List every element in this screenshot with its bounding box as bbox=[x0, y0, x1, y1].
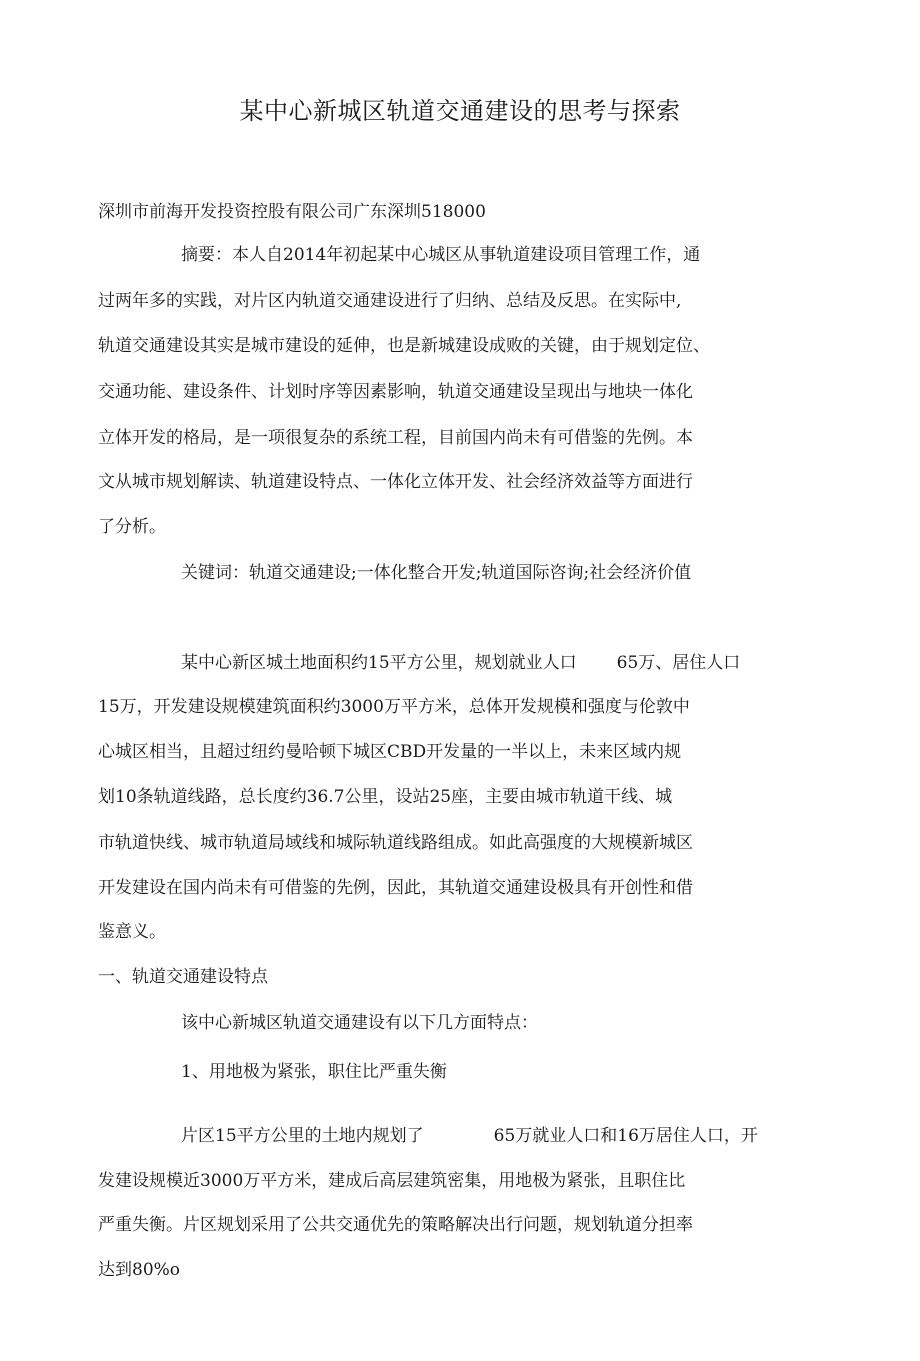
intro-line: 鉴意义。 bbox=[98, 922, 166, 942]
affiliation: 深圳市前海开发投资控股有限公司广东深圳518000 bbox=[98, 202, 486, 222]
abstract-line: 轨道交通建设其实是城市建设的延伸，也是新城建设成败的关键，由于规划定位、 bbox=[98, 336, 710, 356]
intro-line: 开发建设在国内尚未有可借鉴的先例，因此，其轨道交通建设极具有开创性和借 bbox=[98, 878, 693, 898]
paragraph-text-b: 65万就业人口和16万居住人口，开 bbox=[493, 1126, 758, 1146]
paragraph-line: 达到80%o bbox=[98, 1260, 181, 1280]
abstract-line: 文从城市规划解读、轨道建设特点、一体化立体开发、社会经济效益等方面进行 bbox=[98, 472, 693, 492]
abstract-line: 立体开发的格局，是一项很复杂的系统工程，目前国内尚未有可借鉴的先例。本 bbox=[98, 428, 693, 448]
section-heading: 一、轨道交通建设特点 bbox=[98, 967, 268, 987]
intro-line: 心城区相当，且超过纽约曼哈顿下城区CBD开发量的一半以上，未来区域内规 bbox=[98, 742, 682, 762]
paragraph-line: 严重失衡。片区规划采用了公共交通优先的策略解决出行问题，规划轨道分担率 bbox=[98, 1215, 693, 1235]
section-lead: 该中心新城区轨道交通建设有以下几方面特点： bbox=[181, 1013, 538, 1033]
intro-line: 市轨道快线、城市轨道局域线和城际轨道线路组成。如此高强度的大规模新城区 bbox=[98, 833, 693, 853]
paragraph-text-a: 片区15平方公里的土地内规划了 bbox=[181, 1126, 424, 1146]
intro-text-b: 65万、居住人口 bbox=[616, 653, 741, 673]
abstract-line: 了分析。 bbox=[98, 517, 166, 537]
paragraph-line: 发建设规模近3000万平方米，建成后高层建筑密集，用地极为紧张，且职住比 bbox=[98, 1171, 686, 1191]
abstract-line: 摘要：本人自2014年初起某中心城区从事轨道建设项目管理工作，通 bbox=[181, 245, 701, 265]
intro-line: 15万，开发建设规模建筑面积约3000万平方米，总体开发规模和强度与伦敦中 bbox=[98, 697, 690, 717]
abstract-line: 交通功能、建设条件、计划时序等因素影响，轨道交通建设呈现出与地块一体化 bbox=[98, 382, 693, 402]
keywords: 关键词：轨道交通建设;一体化整合开发;轨道国际咨询;社会经济价值 bbox=[181, 563, 692, 583]
document-title: 某中心新城区轨道交通建设的思考与探索 bbox=[239, 97, 681, 125]
intro-line bbox=[181, 652, 740, 674]
abstract-line: 过两年多的实践，对片区内轨道交通建设进行了归纳、总结及反思。在实际中, bbox=[98, 291, 682, 311]
intro-text-a: 某中心新区城土地面积约15平方公里，规划就业人口 bbox=[181, 653, 577, 673]
intro-line: 划10条轨道线路，总长度约36.7公里，设站25座，主要由城市轨道干线、城 bbox=[98, 787, 673, 807]
paragraph-line bbox=[181, 1125, 758, 1147]
subsection-heading: 1、用地极为紧张，职住比严重失衡 bbox=[181, 1062, 447, 1082]
